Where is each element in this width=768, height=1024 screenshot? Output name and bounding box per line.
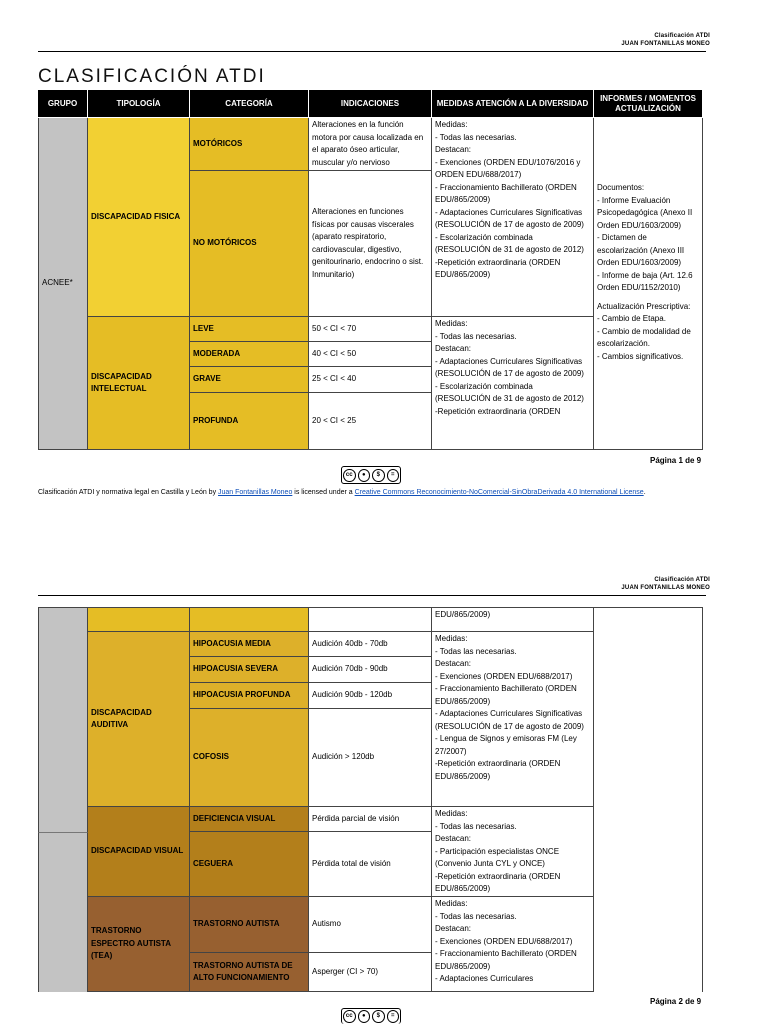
medidas-line: -Repetición extraordinaria (ORDEN EDU/865/2009) (435, 759, 561, 781)
col-medidas: MEDIDAS ATENCIÓN A LA DIVERSIDAD (432, 90, 594, 118)
medidas-auditiva (432, 632, 594, 807)
medidas-line: Destacan: (435, 145, 472, 154)
medidas-line: - Lengua de Signos y emisoras FM (Ley 27/2007) (435, 734, 577, 756)
categoria-label: CEGUERA (193, 858, 234, 868)
informes-page1 (594, 118, 703, 450)
medidas-line: - Adaptaciones Curriculares Significativas (RESOLUCIÓN de 17 de agosto de 2009) (435, 207, 584, 229)
col-grupo: GRUPO (38, 90, 88, 118)
tipologia-label: TRASTORNO ESPECTRO AUTISTA (TEA) (91, 926, 171, 961)
indicacion-text: Audición > 120db (312, 752, 375, 762)
medidas-line: Destacan: (435, 924, 472, 933)
medidas-line: - Fraccionamiento Bachillerato (ORDEN EDU/865/2009) (435, 684, 577, 706)
categoria-hipoacusia-severa (190, 657, 309, 683)
license-footer (38, 488, 708, 498)
medidas-line: - Fraccionamiento Bachillerato (ORDEN EDU/865/2009) (435, 949, 577, 971)
tipologia-tea (88, 897, 190, 992)
medidas-line: Medidas: (435, 120, 468, 129)
page-number: Página 1 de 9 (650, 456, 702, 465)
medidas-line: - Exenciones (ORDEN EDU/688/2017) (435, 936, 573, 946)
indicacion-leve (309, 317, 432, 342)
by-icon: ● (358, 469, 371, 482)
indicacion-asperger (309, 953, 432, 992)
tipologia-fisica (88, 118, 190, 317)
medidas-line: Medidas: (435, 319, 468, 328)
categoria-label: TRASTORNO AUTISTA DE ALTO FUNCIONAMIENTO (193, 960, 293, 982)
cc-icon: cc (343, 1010, 356, 1023)
license-link[interactable]: Creative Commons Reconocimiento-NoComercial-SinObraDerivada 4.0 International License (354, 489, 644, 496)
medidas-line: - Exenciones (ORDEN EDU/688/2017) (435, 671, 573, 681)
tipologia-intelectual-cont (88, 607, 190, 632)
indicacion-grave (309, 367, 432, 393)
indicacion-moderada (309, 342, 432, 367)
tipologia-intelectual (88, 317, 190, 450)
indicacion-text: Autismo (312, 919, 341, 929)
medidas-line: - Todas las necesarias. (435, 331, 517, 341)
categoria-label: DEFICIENCIA VISUAL (193, 813, 276, 823)
categoria-label: TRASTORNO AUTISTA (193, 919, 280, 929)
header-rule (38, 595, 706, 596)
informes-line: - Dictamen de escolarización (Anexo III Orden EDU/1603/2009) (597, 233, 685, 267)
indicacion-text: 20 < CI < 25 (312, 415, 357, 425)
page-title: CLASIFICACIÓN ATDI (38, 66, 266, 87)
indicacion-autismo (309, 897, 432, 953)
medidas-tea (432, 897, 594, 992)
nd-icon: = (387, 469, 400, 482)
indicacion-cont (309, 607, 432, 632)
indicacion-ceguera (309, 832, 432, 897)
license-suffix: . (643, 489, 646, 496)
categoria-label: PROFUNDA (193, 415, 239, 425)
medidas-line: Medidas: (435, 634, 468, 643)
categoria-no-motoricos (190, 171, 309, 317)
medidas-line: - Escolarización combinada (RESOLUCIÓN de 31 de agosto de 2012) (435, 232, 584, 254)
medidas-line: -Repetición extraordinaria (ORDEN (435, 406, 561, 416)
medidas-line: - Fraccionamiento Bachillerato (ORDEN EDU/865/2009) (435, 182, 577, 204)
header-rule (38, 51, 706, 52)
medidas-line: Medidas: (435, 809, 468, 818)
medidas-cont: EDU/865/2009) (432, 607, 594, 632)
medidas-line: - Todas las necesarias. (435, 821, 517, 831)
categoria-label: COFOSIS (193, 752, 230, 762)
indicacion-text: Pérdida total de visión (312, 858, 391, 868)
license-middle: is licensed under a (292, 489, 355, 496)
indicacion-no-motoricos (309, 171, 432, 317)
page-header (621, 576, 710, 592)
medidas-line: - Participación especialistas ONCE (Convenio Junta CYL y ONCE) (435, 846, 560, 868)
license-prefix: Clasificación ATDI y normativa legal en Castilla y León by (38, 489, 219, 496)
col-indicaciones: INDICACIONES (309, 90, 432, 118)
categoria-label: GRAVE (193, 374, 221, 384)
col-categoria: CATEGORÍA (190, 90, 309, 118)
tipologia-visual (88, 807, 190, 897)
categoria-deficiencia-visual (190, 807, 309, 832)
nc-icon: $ (372, 1010, 385, 1023)
categoria-label: HIPOACUSIA MEDIA (193, 638, 271, 648)
categoria-alto-funcionamiento (190, 953, 309, 992)
indicacion-cofosis (309, 709, 432, 807)
tipologia-label: DISCAPACIDAD FISICA (91, 211, 181, 221)
categoria-profunda (190, 393, 309, 450)
indicacion-deficiencia-visual (309, 807, 432, 832)
categoria-cofosis (190, 709, 309, 807)
medidas-line: - Adaptaciones Curriculares Significativas (RESOLUCIÓN de 17 de agosto de 2009) (435, 356, 584, 378)
header-author: JUAN FONTANILLAS MONEO (621, 41, 710, 47)
categoria-hipoacusia-media (190, 632, 309, 657)
cc-license-badge (341, 466, 401, 484)
medidas-line: -Repetición extraordinaria (ORDEN EDU/865/2009) (435, 257, 561, 279)
medidas-line: - Exenciones (ORDEN EDU/1076/2016 y ORDEN EDU/688/2017) (435, 157, 581, 179)
grupo-label: ACNEE* (42, 278, 73, 288)
grupo-cont (38, 832, 88, 992)
categoria-label: HIPOACUSIA SEVERA (193, 664, 279, 674)
categoria-grave (190, 367, 309, 393)
tipologia-label: DISCAPACIDAD VISUAL (91, 846, 184, 856)
medidas-line: - Escolarización combinada (RESOLUCIÓN de 31 de agosto de 2012) (435, 381, 584, 403)
indicacion-text: Audición 70db - 90db (312, 664, 388, 674)
medidas-line: - Adaptaciones Curriculares (435, 974, 534, 983)
indicacion-text: 25 < CI < 40 (312, 374, 357, 384)
indicacion-hipoacusia-severa (309, 657, 432, 683)
indicacion-text: Pérdida parcial de visión (312, 813, 400, 823)
grupo-acnee-cont (38, 607, 88, 832)
indicacion-text: Audición 40db - 70db (312, 638, 388, 648)
indicacion-text: Asperger (CI > 70) (312, 966, 379, 976)
col-informes: INFORMES / MOMENTOS ACTUALIZACIÓN (594, 90, 703, 118)
by-icon: ● (358, 1010, 371, 1023)
medidas-line: - Adaptaciones Curriculares Significativas (RESOLUCIÓN de 17 de agosto de 2009) (435, 709, 584, 731)
medidas-line: Destacan: (435, 344, 472, 353)
categoria-label: HIPOACUSIA PROFUNDA (193, 690, 291, 700)
tipologia-auditiva (88, 632, 190, 807)
informes-line: Actualización Prescriptiva: (597, 301, 691, 311)
categoria-profunda-cont (190, 607, 309, 632)
categoria-moderada (190, 342, 309, 367)
header-doc-title: Clasificación ATDI (654, 577, 710, 583)
page-number: Página 2 de 9 (650, 997, 702, 1006)
medidas-intelectual (432, 317, 594, 450)
medidas-line: Destacan: (435, 659, 472, 668)
medidas-line: - Todas las necesarias. (435, 132, 517, 142)
categoria-label: LEVE (193, 323, 214, 333)
tipologia-label: DISCAPACIDAD AUDITIVA (91, 707, 152, 729)
informes-page2 (594, 607, 703, 992)
informes-line: - Cambios significativos. (597, 351, 684, 361)
indicacion-motoricos: Alteraciones en la función motora por causa localizada en el aparato óseo articular, muscular y/o nervioso (309, 118, 432, 171)
author-link[interactable]: Juan Fontanillas Moneo (218, 489, 293, 496)
col-tipologia: TIPOLOGÍA (88, 90, 190, 118)
header-doc-title: Clasificación ATDI (654, 33, 710, 39)
categoria-hipoacusia-profunda (190, 683, 309, 709)
categoria-label: MOTÓRICOS (193, 138, 243, 148)
indicacion-hipoacusia-media (309, 632, 432, 657)
cc-icon: cc (343, 469, 356, 482)
indicacion-profunda (309, 393, 432, 450)
categoria-label: MODERADA (193, 348, 241, 358)
tipologia-label: DISCAPACIDAD INTELECTUAL (91, 371, 152, 393)
medidas-line: - Todas las necesarias. (435, 911, 517, 921)
cc-license-badge (341, 1008, 401, 1024)
categoria-trastorno-autista (190, 897, 309, 953)
indicacion-text: 40 < CI < 50 (312, 348, 357, 358)
categoria-label: NO MOTÓRICOS (193, 238, 257, 248)
nc-icon: $ (372, 469, 385, 482)
indicacion-hipoacusia-profunda (309, 683, 432, 709)
categoria-motoricos (190, 118, 309, 171)
grupo-acnee (38, 118, 88, 450)
indicacion-text: Alteraciones en funciones físicas por causas viscerales (aparato respiratorio, cardiovascular, digestivo, genitourinario, endocrino o sist. Inmunitario) (312, 207, 424, 279)
header-author: JUAN FONTANILLAS MONEO (621, 585, 710, 591)
informes-line: Documentos: (597, 183, 645, 192)
medidas-line: Destacan: (435, 834, 472, 843)
medidas-fisica (432, 118, 594, 317)
indicacion-text: Audición 90db - 120db (312, 690, 393, 700)
medidas-line: Medidas: (435, 899, 468, 908)
indicacion-text: 50 < CI < 70 (312, 323, 357, 333)
informes-line: - Informe Evaluación Psicopedagógica (Anexo II Orden EDU/1603/2009) (597, 195, 693, 230)
medidas-line: - Todas las necesarias. (435, 646, 517, 656)
page-header (621, 32, 710, 48)
medidas-visual (432, 807, 594, 897)
categoria-leve (190, 317, 309, 342)
informes-line: - Cambio de modalidad de escolarización. (597, 326, 691, 348)
informes-line: - Cambio de Etapa. (597, 314, 666, 323)
nd-icon: = (387, 1010, 400, 1023)
categoria-ceguera (190, 832, 309, 897)
medidas-line: -Repetición extraordinaria (ORDEN EDU/865/2009) (435, 871, 561, 893)
informes-line: - Informe de baja (Art. 12.6 Orden EDU/1152/2010) (597, 270, 693, 292)
